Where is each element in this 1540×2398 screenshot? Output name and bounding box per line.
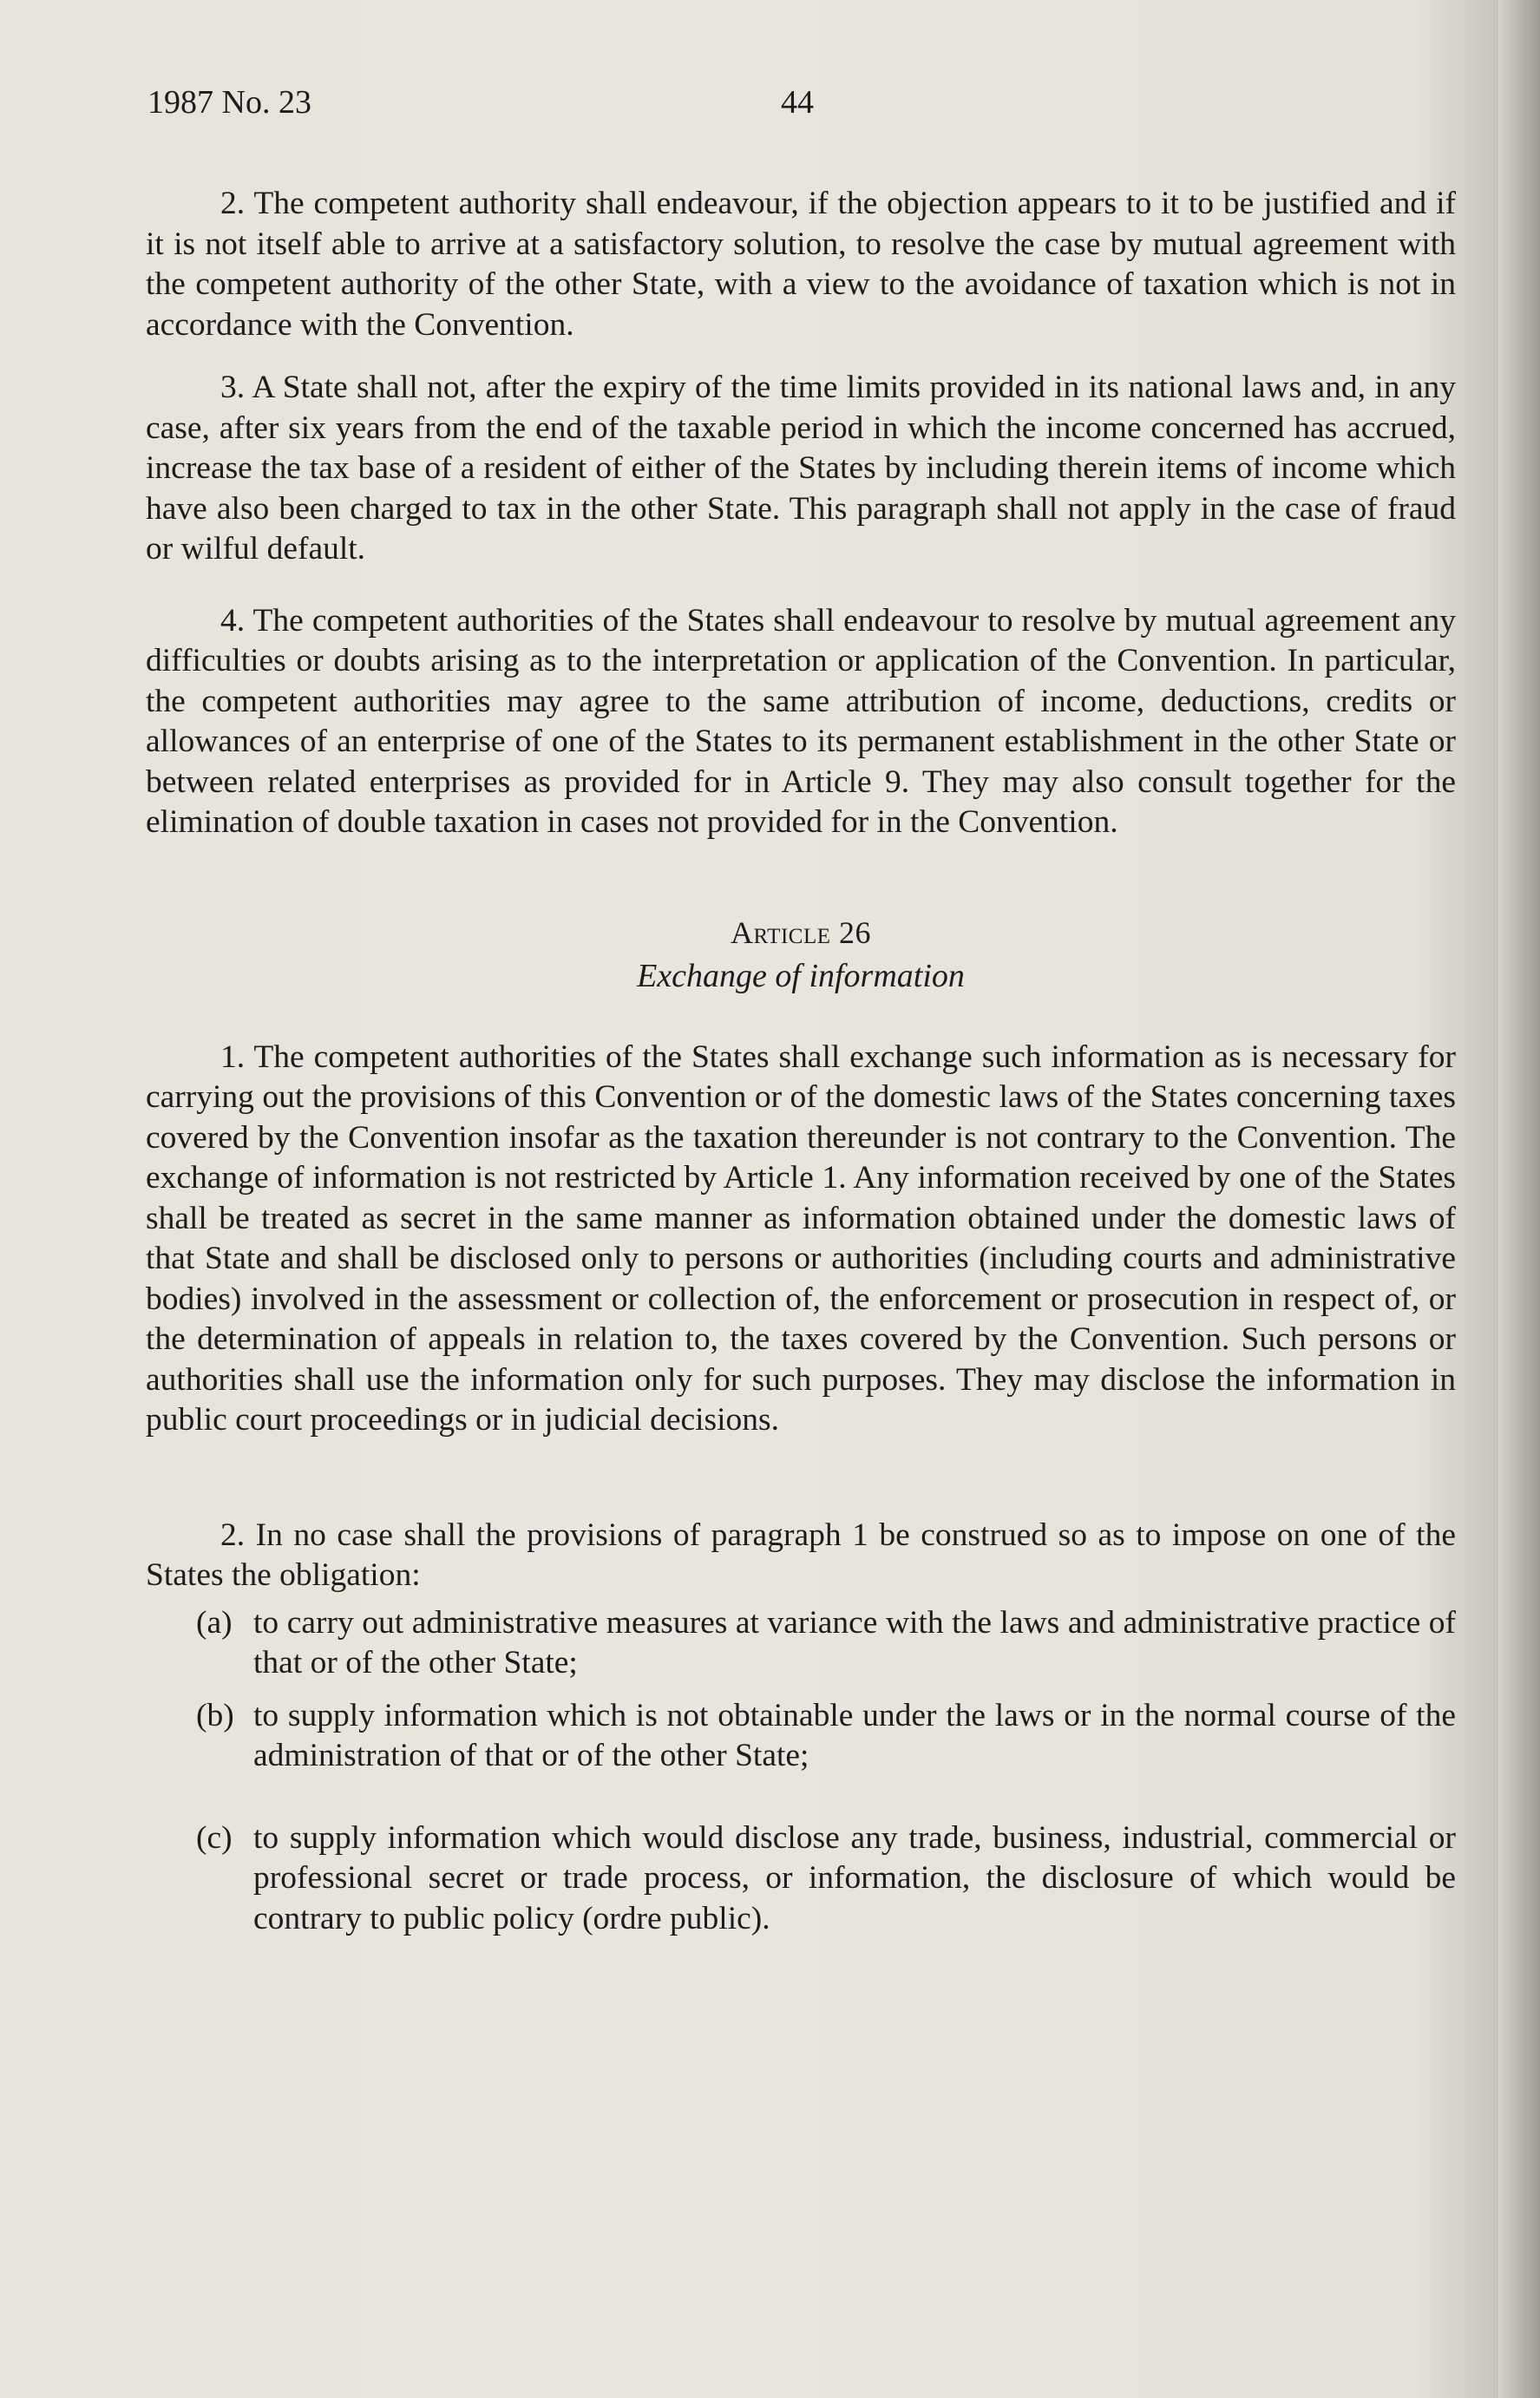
list-item-marker: (a) [196,1604,233,1641]
article-subtitle: Exchange of information [637,957,965,994]
list-item [196,1696,1456,1777]
article-heading [146,911,1456,954]
page-header [147,80,1449,132]
paragraph-2: 2. The competent authority shall endeavour, if the objection appears to it to be justified and if it is not itself able to arrive at a satisfactory solution, to resolve the case by mutual agreement with the competent authority of the other State, with a view to the avoidance of taxation which is not in accordance with the Convention. [146,186,1456,343]
list-item [196,1818,1456,1940]
page-number: 44 [781,84,814,121]
article-paragraph-1: 1. The competent authorities of the States shall exchange such information as is necessary for carrying out the provisions of this Convention or of the domestic laws of the States concerning taxes covered by the Convention insofar as the taxation thereunder is not contrary to the Convention. The exchange of information is not restricted by Article 1. Any information received by one of the States shall be treated as secret in the same manner as information obtained under the domestic laws of that State and shall be disclosed only to persons or authorities (including courts and administrative bodies) involved in the assessment or collection of, the enforcement or prosecution in respect of, or the determination of appeals in relation to, the taxes covered by the Convention. Such persons or authorities shall use the information only for such purposes. They may disclose the information in public court proceedings or in judicial decisions. [146,1038,1456,1438]
list-item-text: to supply information which is not obtainable under the laws or in the normal course of the administration of that or of the other State; [253,1697,1456,1773]
paragraph-4: 4. The competent authorities of the States shall endeavour to resolve by mutual agreement any difficulties or doubts arising as to the interpretation or application of the Convention. In particular, the competent authorities may agree to the same attribution of income, deductions, credits or allowances of an enterprise of one of the States to its permanent establishment in the other State or between related enterprises as provided for in Article 9. They may also consult together for the elimination of double taxation in cases not provided for in the Convention. [146,602,1456,840]
list-item-text: to carry out administrative measures at variance with the laws and administrative practice of that or of the other State; [253,1604,1456,1681]
document-body [146,184,1456,1951]
paragraph-3: 3. A State shall not, after the expiry of the time limits provided in its national laws and, in any case, after six years from the end of the taxable period in which the income concerned has accrued, increase the tax base of a resident of either of the States by including therein items of income which have also been charged to tax in the other State. This paragraph shall not apply in the case of fraud or wilful default. [146,370,1456,567]
page-edge-shadow [1498,0,1540,2398]
statute-reference: 1987 No. 23 [147,84,311,121]
article-heading-text: Article 26 [731,914,871,950]
list-item-text: to supply information which would disclose any trade, business, industrial, commercial or professional secret or trade process, or information, the disclosure of which would be contrary to public policy (ordre public). [253,1819,1456,1936]
list-item-marker: (b) [196,1697,234,1733]
list-item [196,1603,1456,1684]
article-paragraph-2: 2. In no case shall the provisions of paragraph 1 be construed so as to impose on one of the States the obligation: [146,1517,1456,1593]
list-item-marker: (c) [196,1819,233,1856]
